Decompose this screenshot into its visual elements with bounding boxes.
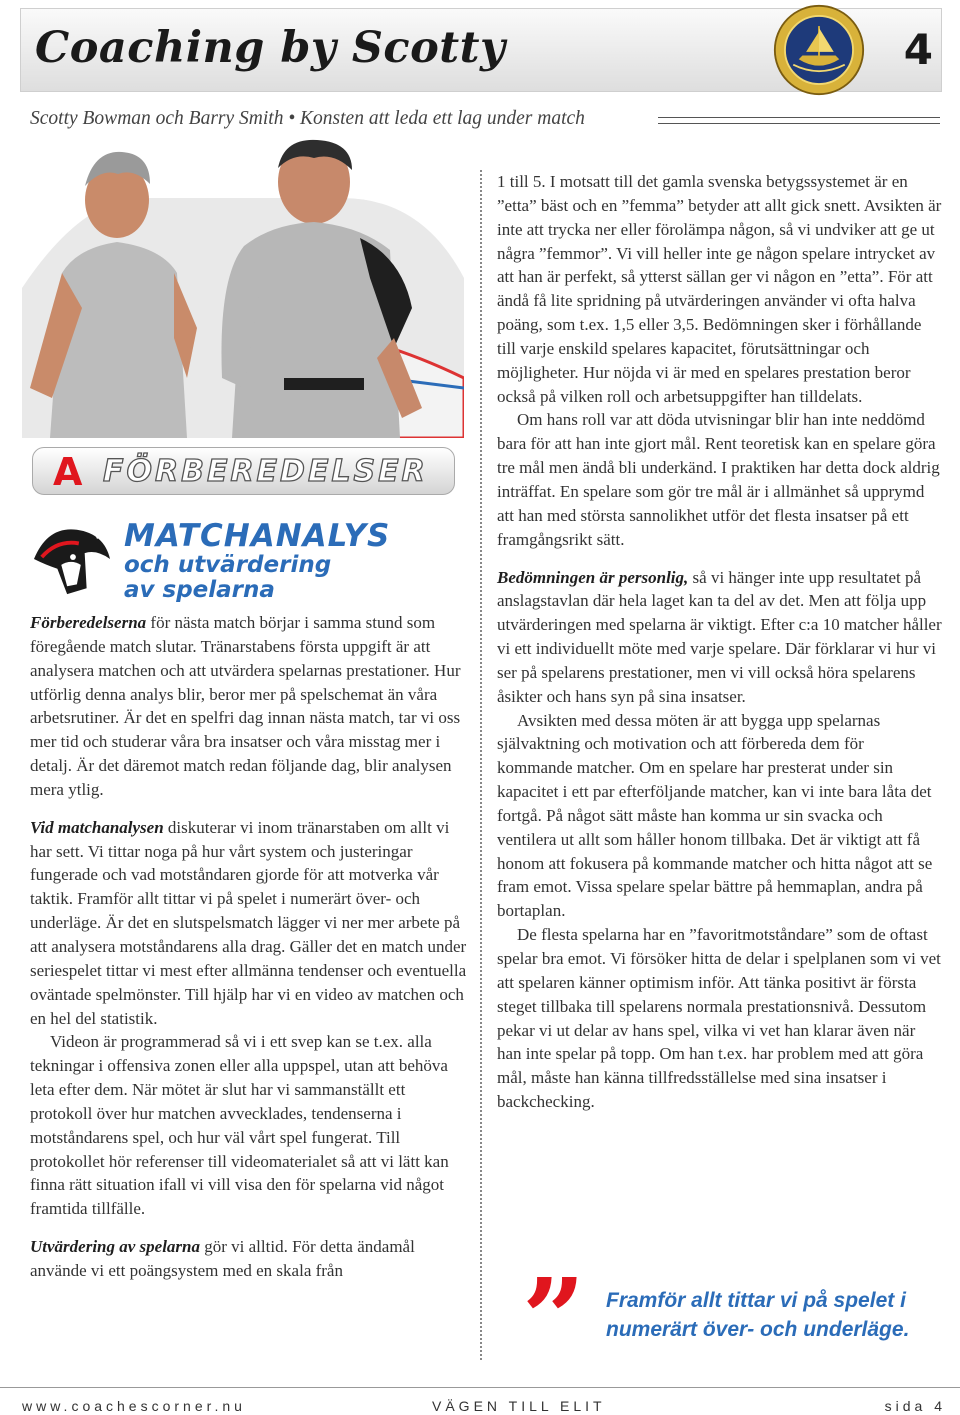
paragraph-text: Videon är programmerad så vi i ett svep kan se t.ex. alla tekningar i offensiva zonen eller alla uppspel, utan att behöva leta efter dem. När mötet är slut har vi sammanställt ett protokoll över hur matchen avvecklades, tendenserna i motståndarens spel, och hur väl vårt spel fungerat. Till protokollet hör referenser till videomaterialet så att vi lätt kan finna rätt situation ifall vi vill visa den för spelarna vid något framtida tillfälle. <box>30 1032 449 1219</box>
footer-rule <box>0 1387 960 1388</box>
paragraph-text: så vi hänger inte upp resultatet på anslagstavlan där hela laget kan ta del av det. Men att följa upp utvärderingen med spelarna är viktigt. Efter c:a 10 matcher håller vi ett individuellt möte med varje spelare. Där förklarar vi hur vi ser på spelarens prestationer, men vi vill också höra spelarens åsikter och hans syn på sina insatser. <box>497 567 942 706</box>
footer-website: www.coachescorner.nu <box>22 1398 246 1414</box>
page-header <box>20 8 942 92</box>
paragraph-text: Om hans roll var att döda utvisningar blir han inte neddömd bara för att han inte gjort mål. Rent teoretisk kan en spelare göra tre mål men ändå bli underkänd. I praktiken har detta dock aldrig inträffat. En spelare som gör tre mål är i allmänhet så upprymd att han med största sannolikhet utför det flesta insatser på ett framgångsrikt sätt. <box>497 410 940 549</box>
paragraph <box>497 170 942 408</box>
article-heading <box>124 519 390 603</box>
paragraph <box>30 1235 471 1283</box>
heading-line-2: och utvärdering <box>124 552 332 578</box>
paragraph <box>30 611 471 802</box>
heading-line-1: MATCHANALYS <box>124 518 391 554</box>
section-label: FÖRBEREDELSER <box>103 454 428 489</box>
pull-quote <box>522 1254 942 1383</box>
page-number: 4 <box>903 25 933 74</box>
swedish-ice-hockey-federation-logo <box>773 4 865 96</box>
subtitle-row <box>30 108 940 134</box>
pull-quote-text <box>606 1286 909 1344</box>
paragraph <box>497 709 942 924</box>
paragraph <box>30 816 471 1031</box>
paragraph-lead: Förberedelserna <box>30 613 147 632</box>
quote-mark-icon: ” <box>522 1254 586 1383</box>
section-letter: A <box>53 450 83 494</box>
right-column <box>497 170 942 1114</box>
paragraph-lead: Vid matchanalysen <box>30 817 164 837</box>
paragraph-text: gör vi alltid. För detta ändamål använde vi ett poängsystem med en skala från <box>30 1237 415 1280</box>
left-column <box>30 611 471 1283</box>
paragraph-text: De flesta spelarna har en ”favoritmotståndare” som de oftast spelar bra emot. Vi försöker hitta de delar i spelplanen som vi vet att spelaren känner optimism inför. Att tänka positivt är första steget tillbaka till spelarens normala prestationsnivå. Dessutom pekar vi ut delar av hans spel, vilka vi vet han klarar även när han inte spelar på topp. Om han t.ex. har problem med att göra mål, måste han känna tillfredsställelse med sina insatser i backchecking. <box>497 925 941 1112</box>
paragraph-lead: Utvärdering av spelarna <box>30 1237 200 1257</box>
paragraph-text: för nästa match börjar i samma stund som föregående match slutar. Tränarstabens första uppgift är att analysera matchen och att utvärdera spelarnas prestationer. Hur utförlig denna analys blir, beror mer på spelschemat än våra arbetsrutiner. Är det en spelfri dag innan nästa match, tar vi oss mer tid och studerar våra bra insatser och våra misstag mer i detalj. Är det däremot match redan följande dag, blir analysen mera ytlig. <box>30 613 461 799</box>
pull-quote-line-1: Framför allt tittar vi på spelet i <box>606 1289 906 1312</box>
heading-line-3: av spelarna <box>124 577 275 603</box>
paragraph <box>497 566 942 709</box>
pull-quote-line-2: numerärt över- och underläge. <box>606 1318 910 1341</box>
paragraph-lead: Bedömningen är personlig, <box>497 567 689 587</box>
paragraph-text: 1 till 5. I motsatt till det gamla svenska betygssystemet är en ”etta” bäst och en ”femma” betyder att allt gick snett. Avsikten är inte att trycka ner eller förolämpa någon, så vi undviker att ge ut några ”femmor”. Vi vill heller inte ge någon spelare intrycket av att han är perfekt, så ytterst sällan ger vi någon en ”etta”. För att ändå få lite spridning på utvärderingen använder vi ofta halva poäng, som t.ex. 1,5 eller 3,5. Bedömningen sker i förhållande till varje enskild spelares kapacitet, förutsättningar och möjligheter. Hur nöjda vi är med en spelares prestation beror också på vilken roll och arbetsuppgifter han tilldelats. <box>497 172 942 406</box>
paragraph-text: diskuterar vi inom tränarstaben om allt vi har sett. Vi tittar noga på hur vårt system och justeringar fungerade och vad motståndaren gjorde för att motverka vår taktik. Framför allt tittar vi på spelet i numerärt över- och underläge. Är det en slutspelsmatch lägger vi ner mer arbete på att analysera motståndarens alla drag. Gäller det en match under seriespelet tittar vi mest efter allmänna tendenser och eventuella oväntade spelmönster. Till hjälp har vi en video av matchen och en hel del statistik. <box>30 817 467 1028</box>
paragraph-text: Avsikten med dessa möten är att bygga upp spelarnas självaktning och motivation och att förbereda dem för kommande matcher. Om en spelare har presterat under sin kapacitet i ett par efterföljande matcher, kan vi inte bara låta det fortgå. På något sätt måste han komma ur sin svacka och ventilera ut allt som håller honom tillbaka. Det är viktigt att få honom att fokusera på kommande matcher och hitta något att se fram emot. Vissa spelare spelar bättre på hemmaplan, andra på bortaplan. <box>497 710 933 921</box>
footer-page: sida 4 <box>884 1398 946 1414</box>
magazine-title: Coaching by Scotty <box>35 23 506 73</box>
double-rule <box>658 117 940 124</box>
footer-series: VÄGEN TILL ELIT <box>432 1398 606 1414</box>
section-band <box>32 447 455 495</box>
paragraph <box>497 923 942 1114</box>
coaches-photo <box>22 138 464 438</box>
buffalo-head-logo <box>28 520 116 598</box>
paragraph <box>497 408 942 551</box>
article-subtitle: Scotty Bowman och Barry Smith • Konsten att leda ett lag under match <box>30 108 585 129</box>
paragraph <box>30 1030 471 1221</box>
column-divider <box>480 170 482 1360</box>
